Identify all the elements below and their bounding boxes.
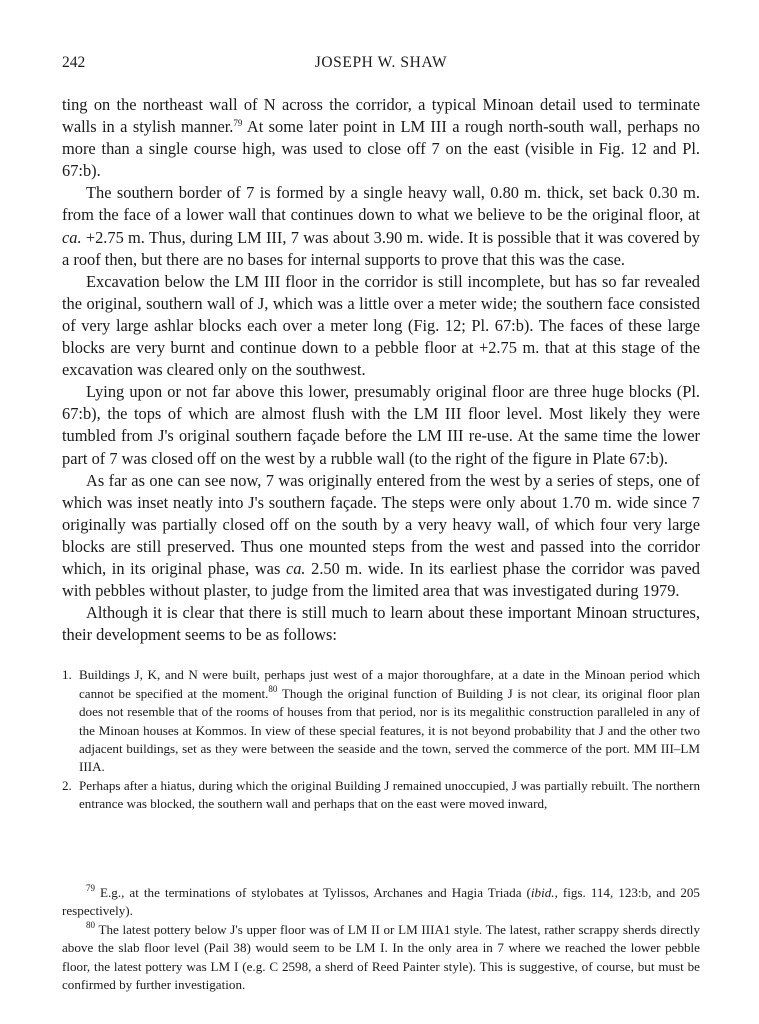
paragraph-3: Excavation below the LM III floor in the corridor is still incomplete, but has so far revealed the original, southern wall of J, which was a little over a meter wide; the southern face consisted of very large ashlar blocks each over a meter long (Fig. 12; Pl. 67:b). The faces of these large blocks are very burnt and continue down to a pebble floor at +2.75 m. that at this stage of the excavation was cleared only on the southwest. bbox=[62, 271, 700, 380]
body-text bbox=[62, 94, 700, 646]
page-header bbox=[62, 52, 700, 78]
footnote-80: $^{80}$ The latest pottery below J's upper floor was of LM II or LM IIIA1 style. The latest, rather scrappy sherds directly above the slab floor level (Pail 38) would seem to be LM I. In the only area in 7 where we reached the lower pebble floor, the latest pottery was LM I (e.g. C 2598, a sherd of Reed Painter style). This is suggestive, of course, but must be confirmed by further investigation. bbox=[62, 919, 700, 993]
list-item-number: 1. bbox=[62, 667, 72, 683]
footnote-ref-80[interactable]: 80 bbox=[268, 683, 278, 694]
running-head: JOSEPH W. SHAW bbox=[314, 54, 448, 71]
paragraph-2: The southern border of 7 is formed by a single heavy wall, 0.80 m. thick, set back 0.30 m. from the face of a lower wall that continues down to what we believe to be the original floor, at ca. +2.75 m. Thus, during LM III, 7 was about 3.90 m. wide. It is possible that it was covered by a roof then, but there are no bases for internal supports to prove that this was the case. bbox=[62, 183, 700, 269]
page-number: 242 bbox=[62, 54, 86, 71]
footnote-79: $^{79}$ E.g., at the terminations of stylobates at Tylissos, Archanes and Hagia Triada (ibid., figs. 114, 123:b, and 205 respectively). bbox=[62, 883, 700, 919]
list-item: 1. Buildings J, K, and N were built, perhaps just west of a major thoroughfare, at a date in the Minoan period which cannot be specified at the moment.$^{80}$ Though the original function of Building J is not clear, its original floor plan does not resemble that of the rooms of houses from that period, nor is its megalithic construction paralleled in any of the Minoan houses at Kommos. In view of these special features, it is not beyond probability that J and the other two adjacent buildings, set as they were between the seaside and the town, served the commerce of the port. MM III–LM IIIA. bbox=[62, 667, 700, 775]
list-item-number: 2. bbox=[62, 777, 72, 793]
paragraph-4: Lying upon or not far above this lower, presumably original floor are three huge blocks (Pl. 67:b), the tops of which are almost flush with the LM III floor level. Most likely they were tumbled from J's original southern façade before the LM III re-use. At the same time the lower part of 7 was closed off on the west by a rubble wall (to the right of the figure in Plate 67:b). bbox=[62, 382, 700, 468]
paragraph-5: As far as one can see now, 7 was originally entered from the west by a series of steps, one of which was inset neatly into J's southern façade. The steps were only about 1.70 m. wide since 7 originally was partially closed off on the south by a very heavy wall, of which four very large blocks are still preserved. Thus one mounted steps from the west and passed into the corridor which, in its original phase, was ca. 2.50 m. wide. In its earliest phase the corridor was paved with pebbles without plaster, to judge from the limited area that was investigated during 1979. bbox=[62, 470, 700, 601]
footnote-ref-79[interactable]: 79 bbox=[233, 118, 243, 129]
list-item: 2. Perhaps after a hiatus, during which the original Building J remained unoccupied, J was partially rebuilt. The northern entrance was blocked, the southern wall and perhaps that on the east were moved inward, bbox=[62, 777, 700, 812]
paragraph-6: Although it is clear that there is still much to learn about these important Minoan structures, their development seems to be as follows: bbox=[62, 603, 700, 645]
footnotes bbox=[62, 884, 700, 994]
development-list bbox=[62, 666, 700, 813]
paragraph-1: ting on the northeast wall of N across the corridor, a typical Minoan detail used to terminate walls in a stylish manner.$^{79}$ At some later point in LM III a rough north-south wall, perhaps no more than a single course high, was used to close off 7 on the east (visible in Fig. 12 and Pl. 67:b). bbox=[62, 95, 700, 181]
page bbox=[62, 52, 700, 993]
